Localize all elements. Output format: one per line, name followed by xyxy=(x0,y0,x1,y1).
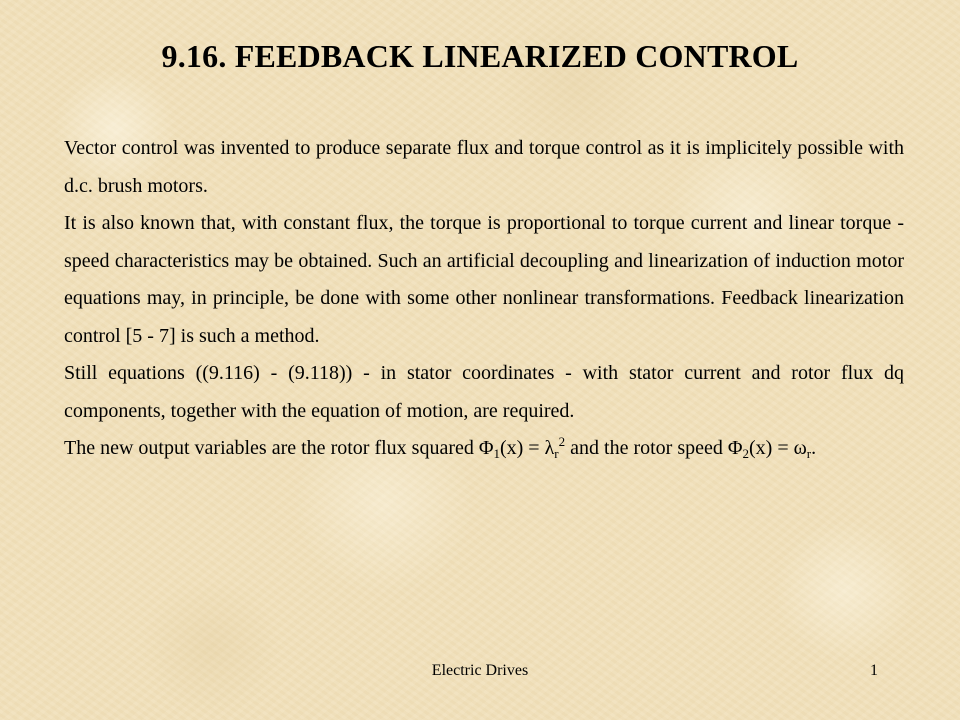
text-segment: . xyxy=(811,437,817,459)
paragraph-output-variables xyxy=(64,430,904,468)
text-segment: (x) = xyxy=(749,437,794,459)
subscript-r: r xyxy=(806,446,812,461)
phi-symbol: Φ xyxy=(478,437,494,459)
footer-title: Electric Drives xyxy=(431,662,529,679)
omega-symbol: ω xyxy=(793,437,807,459)
lambda-symbol: λ xyxy=(544,437,555,459)
page-number: 1 xyxy=(870,662,878,679)
subscript-r: r xyxy=(554,446,559,461)
superscript-2: 2 xyxy=(558,434,566,449)
text-segment: (x) = xyxy=(499,437,545,459)
body-text xyxy=(64,130,904,468)
phi-symbol: Φ xyxy=(727,437,743,459)
paragraph-vector-control: Vector control was invented to produce separate flux and torque control as it is implicitely possible with d.c. brush motors. xyxy=(64,137,904,197)
paragraph-constant-flux: It is also known that, with constant flux, the torque is proportional to torque current and linear torque - speed characteristics may be obtained. Such an artificial decoupling and linearization of induction motor equations may, in principle, be done with some other nonlinear transformations. Feedback linearization control [5 - 7] is such a method. xyxy=(64,212,904,347)
slide-title: 9.16. FEEDBACK LINEARIZED CONTROL xyxy=(161,38,799,74)
text-segment: The new output variables are the rotor flux squared xyxy=(64,437,479,459)
subscript-2: 2 xyxy=(742,446,749,461)
subscript-1: 1 xyxy=(493,446,500,461)
text-segment: and the rotor speed xyxy=(565,437,728,459)
paragraph-equations: Still equations ((9.116) - (9.118)) - in stator coordinates - with stator current and rotor flux dq components, together with the equation of motion, are required. xyxy=(64,362,904,422)
